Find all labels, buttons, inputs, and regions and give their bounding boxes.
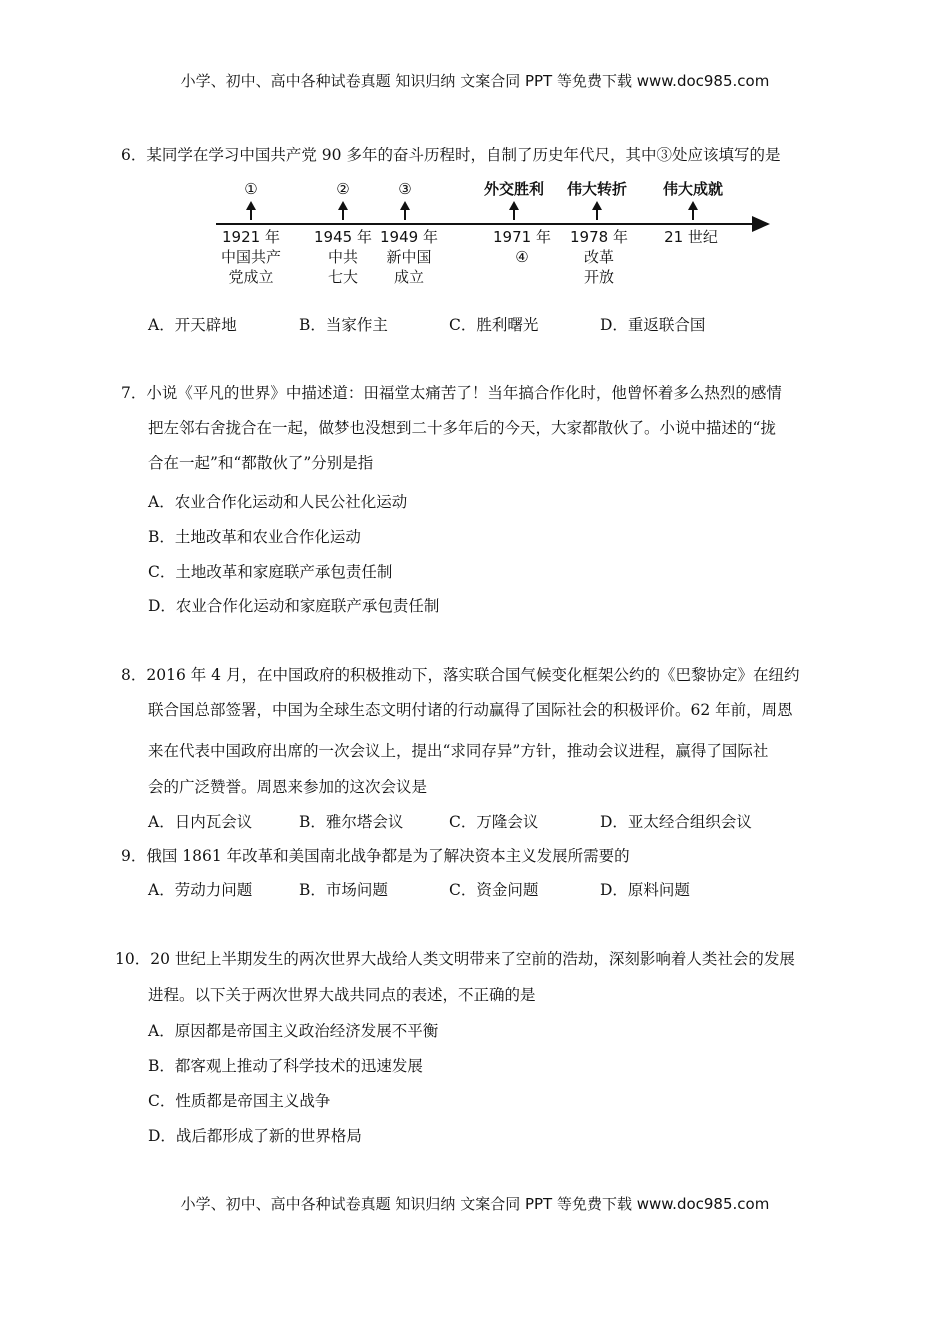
q8-option-b: B．雅尔塔会议 <box>299 813 404 831</box>
timeline-bottom-5: 1978 年 改革 开放 <box>570 228 628 286</box>
timeline-bottom-2: 1945 年 中共 七大 <box>314 228 372 286</box>
q8-line-3: 来在代表中国政府出席的一次会议上，提出“求同存异”方针，推动会议进程，赢得了国际社 <box>148 742 769 760</box>
q7-option-d: D．农业合作化运动和家庭联产承包责任制 <box>148 597 440 615</box>
q6-option-b: B．当家作主 <box>299 316 388 334</box>
q10-option-a: A．原因都是帝国主义政治经济发展不平衡 <box>148 1022 439 1040</box>
q10-option-b: B．都客观上推动了科学技术的迅速发展 <box>148 1057 423 1075</box>
timeline-top-3: ③ <box>398 180 412 198</box>
q6-option-c: C．胜利曙光 <box>449 316 539 334</box>
timeline-ticks <box>246 201 698 220</box>
q9-option-c: C．资金问题 <box>449 881 539 899</box>
timeline-top-5: 伟大转折 <box>566 180 627 198</box>
timeline-bottom-1: 1921 年 中国共产 党成立 <box>220 228 281 286</box>
q7-option-a: A．农业合作化运动和人民公社化运动 <box>148 493 408 511</box>
q8-option-c: C．万隆会议 <box>449 813 539 831</box>
q8-line-4: 会的广泛赞誉。周恩来参加的这次会议是 <box>148 778 428 796</box>
timeline-top-1: ① <box>244 180 258 198</box>
q10-option-c: C．性质都是帝国主义战争 <box>148 1092 331 1110</box>
q9-stem: 9．俄国 1861 年改革和美国南北战争都是为了解决资本主义发展所需要的 <box>121 847 630 865</box>
q8-option-d: D．亚太经合组织会议 <box>600 813 752 831</box>
timeline-top-6: 伟大成就 <box>662 180 723 198</box>
q9-option-a: A．劳动力问题 <box>148 881 253 899</box>
q6-option-d: D．重返联合国 <box>600 316 706 334</box>
timeline-bottom-4: 1971 年 ④ <box>493 228 551 266</box>
q9-option-d: D．原料问题 <box>600 881 690 899</box>
q6-stem: 6．某同学在学习中国共产党 90 多年的奋斗历程时，自制了历史年代尺，其中③处应该填写的是 <box>121 146 781 164</box>
timeline-bottom-3: 1949 年 新中国 成立 <box>380 228 438 286</box>
timeline-top-4: 外交胜利 <box>483 180 544 198</box>
q10-line-1: 10．20 世纪上半期发生的两次世界大战给人类文明带来了空前的浩劫，深刻影响着人类社会的发展 <box>115 950 795 968</box>
q10-option-d: D．战后都形成了新的世界格局 <box>148 1127 362 1145</box>
q7-option-c: C．土地改革和家庭联产承包责任制 <box>148 563 393 581</box>
page-header: 小学、初中、高中各种试卷真题 知识归纳 文案合同 PPT 等免费下载 www.doc985.com <box>180 72 770 90</box>
q7-line-2: 把左邻右舍拢合在一起，做梦也没想到二十多年后的今天，大家都散伙了。小说中描述的“拢 <box>148 419 776 437</box>
q8-line-1: 8．2016 年 4 月，在中国政府的积极推动下，落实联合国气候变化框架公约的《巴黎协定》在纽约 <box>121 666 800 684</box>
q6-option-a: A．开天辟地 <box>148 316 237 334</box>
page-footer: 小学、初中、高中各种试卷真题 知识归纳 文案合同 PPT 等免费下载 www.doc985.com <box>180 1195 770 1213</box>
q7-option-b: B．土地改革和农业合作化运动 <box>148 528 361 546</box>
timeline-bottom-6: 21 世纪 <box>664 228 718 246</box>
q8-line-2: 联合国总部签署，中国为全球生态文明付诸的行动赢得了国际社会的积极评价。62 年前，周恩 <box>148 701 793 719</box>
timeline-top-2: ② <box>336 180 350 198</box>
q7-line-1: 7．小说《平凡的世界》中描述道：田福堂太痛苦了！当年搞合作化时，他曾怀着多么热烈的感情 <box>121 384 782 402</box>
q9-option-b: B．市场问题 <box>299 881 388 899</box>
q10-line-2: 进程。以下关于两次世界大战共同点的表述，不正确的是 <box>148 986 536 1004</box>
q8-option-a: A．日内瓦会议 <box>148 813 253 831</box>
q7-line-3: 合在一起”和“都散伙了”分别是指 <box>148 454 374 472</box>
